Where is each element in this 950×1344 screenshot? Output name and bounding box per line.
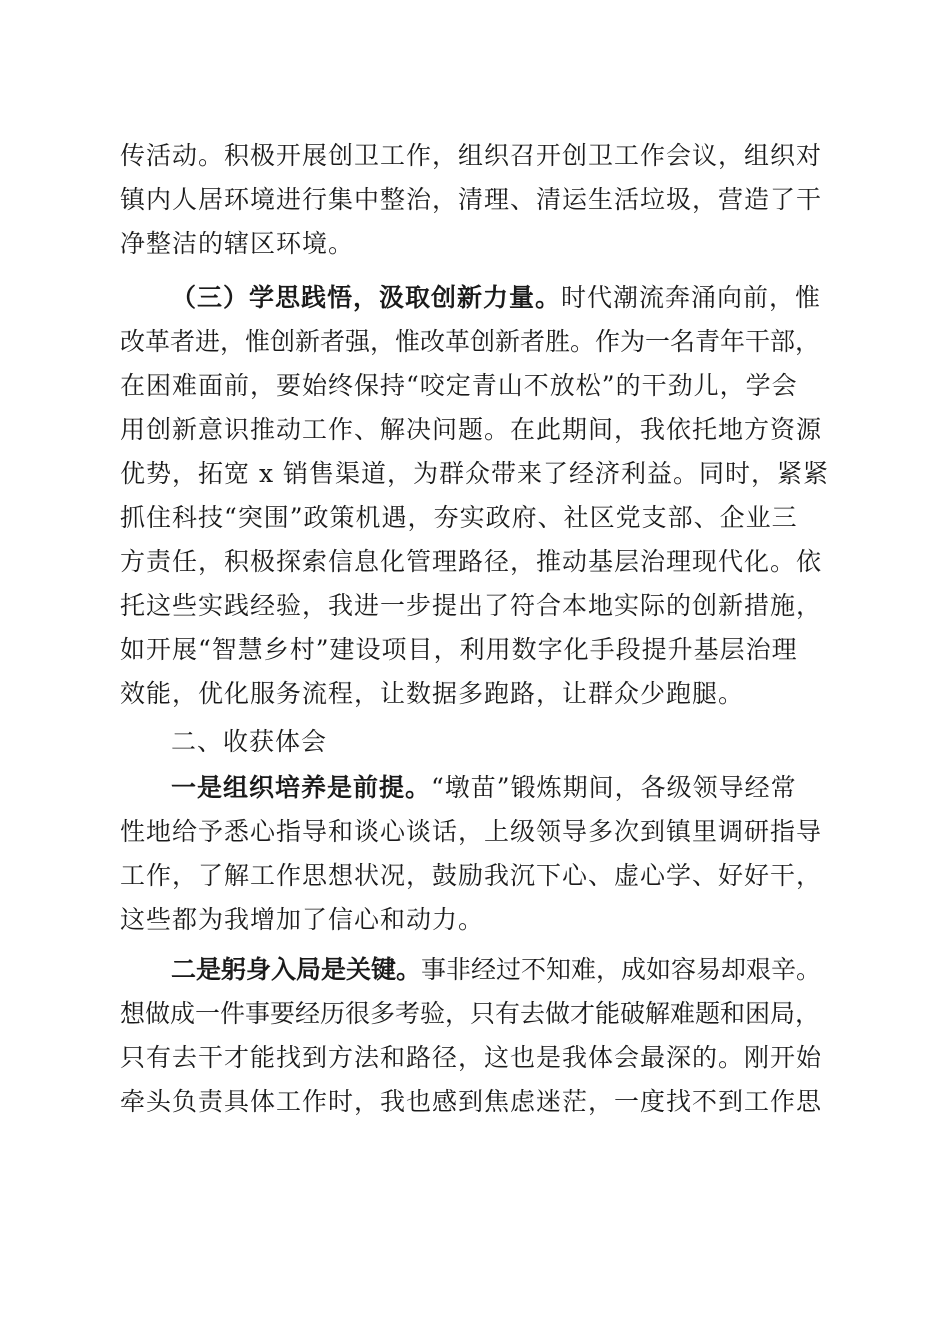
body-text-line: 净整洁的辖区环境。: [120, 229, 355, 258]
body-text-line: 传活动。积极开展创卫工作，组织召开创卫工作会议，组织对: [120, 141, 823, 170]
section-heading: 二、收获体会: [171, 727, 328, 756]
body-text: 事非经过不知难，成如容易却艰辛。: [421, 955, 822, 984]
body-text-line: 牵头负责具体工作时，我也感到焦虑迷茫，一度找不到工作思: [120, 1087, 823, 1116]
body-text-line: 工作，了解工作思想状况，鼓励我沉下心、虚心学、好好干，: [120, 861, 823, 890]
body-text-line: 抓住科技“突围”政策机遇，夯实政府、社区党支部、企业三: [120, 503, 798, 532]
body-text-line: 镇内人居环境进行集中整治，清理、清运生活垃圾，营造了干: [120, 185, 823, 214]
body-text-line: 如开展“智慧乡村”建设项目，利用数字化手段提升基层治理: [120, 635, 798, 664]
paragraph-first-line: [171, 276, 841, 320]
body-text-line: 托这些实践经验，我进一步提出了符合本地实际的创新措施，: [120, 591, 823, 620]
body-text-line: 优势，拓宽 x 销售渠道，为群众带来了经济利益。同时，紧紧: [120, 459, 829, 488]
point-heading: 一是组织培养是前提。: [171, 773, 432, 802]
body-text-line: 想做成一件事要经历很多考验，只有去做才能破解难题和困局，: [120, 999, 821, 1028]
paragraph-first-line: [171, 948, 841, 992]
subsection-heading: （三）学思践悟，汲取创新力量。: [171, 283, 562, 312]
body-text: 时代潮流奔涌向前，惟: [561, 283, 822, 312]
body-text-line: 用创新意识推动工作、解决问题。在此期间，我依托地方资源: [120, 415, 823, 444]
body-text-line: 效能，优化服务流程，让数据多跑路，让群众少跑腿。: [120, 679, 745, 708]
point-heading: 二是躬身入局是关键。: [171, 955, 422, 984]
body-text-line: 只有去干才能找到方法和路径，这也是我体会最深的。刚开始: [120, 1043, 823, 1072]
body-text-line: 方责任，积极探索信息化管理路径，推动基层治理现代化。依: [120, 547, 823, 576]
body-text-line: 改革者进，惟创新者强，惟改革创新者胜。作为一名青年干部，: [120, 327, 821, 356]
body-text: “墩苗”锻炼期间，各级领导经常: [431, 773, 797, 802]
body-text-line: 性地给予悉心指导和谈心谈话，上级领导多次到镇里调研指导: [120, 817, 823, 846]
body-text-line: 这些都为我增加了信心和动力。: [120, 905, 485, 934]
body-text-line: 在困难面前，要始终保持“咬定青山不放松”的干劲儿，学会: [120, 371, 798, 400]
paragraph-first-line: [171, 766, 841, 810]
